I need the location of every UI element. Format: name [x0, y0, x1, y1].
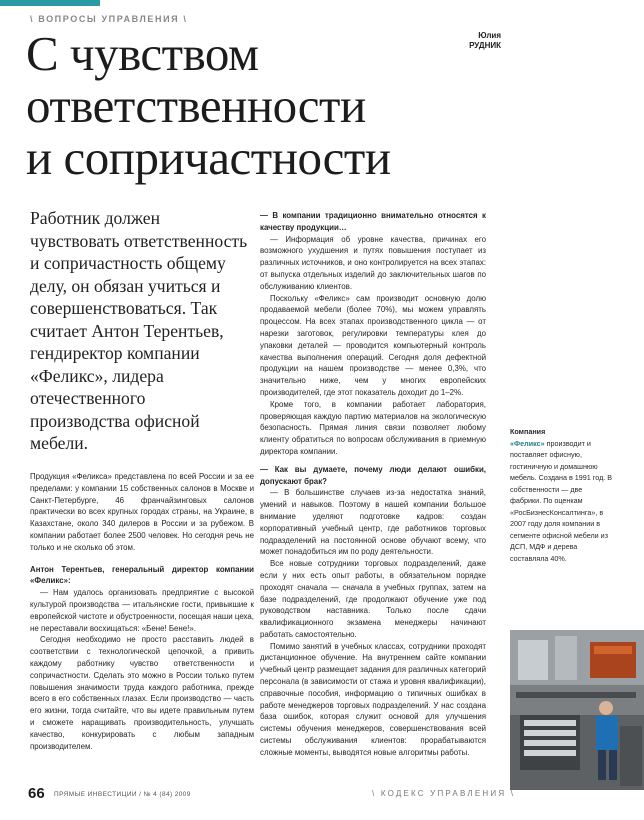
article-headline	[26, 28, 626, 184]
body-paragraph: Все новые сотрудники торговых подразделений, даже если у них есть опыт работы, в обязательном порядке проходят сначала — сначала в учебных группах, затем на базе подразделений, где продолжают обучение уже под руководством наставника. Только после сдачи квалификационного экзамена менеджеры начинают работать самостоятельно.	[260, 559, 486, 639]
magazine-issue: ПРЯМЫЕ ИНВЕСТИЦИИ / № 4 (84) 2009	[54, 791, 191, 798]
section-label: \ ВОПРОСЫ УПРАВЛЕНИЯ \	[30, 14, 188, 24]
body-paragraph: — В большинстве случаев из-за недостатка знаний, умений и навыков. Поэтому в нашей компании большое внимание уделяют подготовке кадров: создан корпоративный учебный центр, где работников торговых подразделений на постоянной основе обучают всему, что может понадобиться им по роду деятельности.	[260, 488, 486, 557]
headline-line-3: и сопричастности	[26, 130, 391, 185]
body-paragraph: Помимо занятий в учебных классах, сотрудники проходят дистанционное обучение. На внутреннем сайте компании учебный центр размещает задания для различных категорий персонала (в зависимости от стажа и уровня квалификации), справочные пособия, информацию о типичных ошибках в работе менеджеров торговых подразделений. У нас создана база ошибок, которая служит основой для улучшения системы обучения менеджеров, совершенствования всей системы обслуживания клиентов: прорабатываются сложные моменты, выводятся новые алгоритмы работы.	[260, 641, 486, 757]
section-color-bar	[0, 0, 100, 6]
lead-paragraph: Работник должен чувствовать ответственность и сопричастность общему делу, он обязан учиться и совершенствоваться. Так считает Антон Терентьев, гендиректор компании «Феликс», лидера отечественного производства офисной мебели.	[30, 208, 248, 453]
author-first-name: Юлия	[478, 31, 501, 40]
sidebar-text: производит и поставляет офисную, гостиничную и домашнюю мебель. Создана в 1991 год. В собственности — две фабрики. По оценкам «РосБизнесКонсалтинга», в 2007 году доля компании в сегменте офисной мебели из ДСП, МДФ и дерева составляла 40%.	[510, 438, 613, 563]
body-paragraph: — Информация об уровне качества, причинах его возможного ухудшения и путях повышения поступает из различных источников, и оно контролируется на всех этапах: от выпуска отдельных изделий до заключительных шагов по обслуживанию клиентов.	[260, 234, 486, 291]
company-sidebar	[510, 426, 614, 564]
factory-photo	[510, 630, 644, 790]
page-number: 66	[28, 785, 45, 802]
body-paragraph: — Нам удалось организовать предприятие с высокой культурой производства — итальянские гости, привыкшие к европейской чистоте и обустроенности, посещая наши цеха, не переставали восхищаться: «Бене! Бене!».	[30, 588, 254, 633]
body-paragraph: Продукция «Феликса» представлена по всей России и за ее пределами: у компании 15 собственных салонов в Москве и Санкт-Петербурге, 46 франчайзинговых салонов практически во всех крупных городах страны, на Украине, в Казахстане, около 340 дилеров в России и за рубежом. В компании работает более 2500 человек. Но сегодня речь не только и не сколько об этом.	[30, 472, 254, 552]
headline-line-2: ответственности	[26, 78, 366, 133]
body-paragraph: Поскольку «Феликс» сам производит основную долю продаваемой мебели (более 70%), мы можем управлять процессом. На всех этапах производственного цикла — от нарезки заготовок, регулировки температуры клея до упаковки деталей — проводится компьютерный контроль качества выполнения операций. Сегодня доля дефектной продукции на нашем производстве — менее 0,3%, что значительно ниже, чем у многих европейских производителей, где этот показатель доходит до 1–2%.	[260, 293, 486, 397]
author-last-name: РУДНИК	[469, 41, 501, 50]
page-footer	[0, 785, 644, 820]
footer-section-label: \ КОДЕКС УПРАВЛЕНИЯ \	[372, 789, 516, 798]
interview-question: — В компании традиционно внимательно относятся к качеству продукции…	[260, 211, 486, 232]
sidebar-company-name: «Феликс»	[510, 438, 545, 448]
interview-question: Антон Терентьев, генеральный директор компании «Феликс»:	[30, 564, 254, 586]
body-column-left	[30, 471, 254, 752]
body-paragraph: Сегодня необходимо не просто расставить людей в соответствии с технологической цепочкой, а привить каждому работнику чувство ответственности и сопричастности. Сделать это можно в России только путем повышения значимости труда каждого работника, прежде всего в его собственных глазах. Если производство — часть его жизни, тогда считайте, что вы идете правильным путем и сможете наращивать производительность, улучшать качество, конкурировать с любым западным производителем.	[30, 635, 254, 751]
interview-question: — Как вы думаете, почему люди делают ошибки, допускают брак?	[260, 464, 486, 486]
body-column-right	[260, 210, 486, 759]
body-paragraph: Кроме того, в компании работает лаборатория, проверяющая каждую партию материалов на экологическую безопасность. Прямая линия связи позволяет любому клиенту обратиться по вопросам обслуживания в приемную директора компании.	[260, 399, 486, 456]
sidebar-title: Компания	[510, 427, 546, 436]
factory-photo-illustration	[510, 630, 644, 790]
headline-line-1: С чувством	[26, 26, 259, 81]
